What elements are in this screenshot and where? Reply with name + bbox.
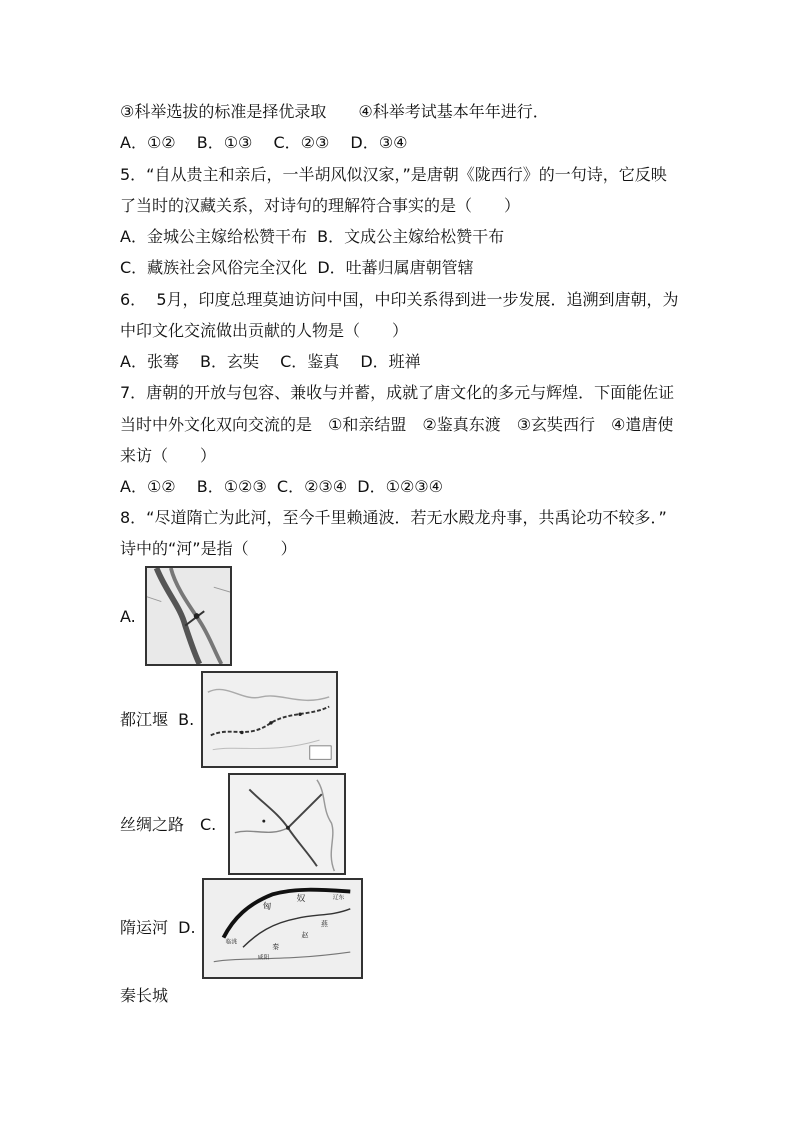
options-line: A．①② B．①②③ C．②③④ D．①②③④ xyxy=(120,477,443,496)
question-7: 7．唐朝的开放与包容、兼收与并蓄，成就了唐文化的多元与辉煌．下面能佐证 xyxy=(120,383,675,402)
option-c-label: 丝绸之路 C. xyxy=(120,815,217,834)
options-line: A．①② B．①③ C．②③ D．③④ xyxy=(120,133,408,152)
question-8: 8．“尽道隋亡为此河，至今千里赖通波．若无水殿龙舟事，共禹论功不较多．” xyxy=(120,508,667,527)
text-line: 当时中外文化双向交流的是 ①和亲结盟 ②鉴真东渡 ③玄奘西行 ④遣唐使 xyxy=(120,415,674,434)
options-line: C．藏族社会风俗完全汉化 D．吐蕃归属唐朝管辖 xyxy=(120,258,474,277)
options-line: A．张骞 B．玄奘 C．鉴真 D．班禅 xyxy=(120,352,421,371)
map-label: 咸阳 xyxy=(257,954,270,961)
option-b-label: 都江堰 B. xyxy=(120,710,195,729)
map-label: 临洮 xyxy=(225,939,238,946)
text-line: ③科举选拔的标准是择优录取 ④科举考试基本年年进行． xyxy=(120,102,549,121)
tail-label: 秦长城 xyxy=(120,986,169,1005)
map-label: 辽东 xyxy=(332,895,345,902)
text-line: 诗中的“河”是指（ ） xyxy=(120,539,297,558)
map-label: 奴 xyxy=(296,894,306,905)
map-label: 秦 xyxy=(272,943,280,952)
map-a-image xyxy=(145,566,232,666)
question-5: 5．“自从贵主和亲后，一半胡风似汉家，”是唐朝《陇西行》的一句诗，它反映 xyxy=(120,165,667,184)
map-label: 匈 xyxy=(262,901,272,912)
map-c-image xyxy=(228,773,346,875)
question-6: 6． 5月，印度总理莫迪访问中国，中印关系得到进一步发展．追溯到唐朝，为 xyxy=(120,290,679,309)
map-label: 燕 xyxy=(321,920,328,929)
text-line: 中印文化交流做出贡献的人物是（ ） xyxy=(120,321,409,340)
map-label: 赵 xyxy=(301,931,309,940)
map-d-image xyxy=(202,878,363,979)
option-a-label: A. xyxy=(120,607,136,626)
options-line: A．金城公主嫁给松赞干布 B．文成公主嫁给松赞干布 xyxy=(120,227,505,246)
option-d-label: 隋运河 D. xyxy=(120,918,196,937)
text-line: 了当时的汉藏关系，对诗句的理解符合事实的是（ ） xyxy=(120,196,521,215)
text-line: 来访（ ） xyxy=(120,446,217,465)
map-b-image xyxy=(201,671,338,768)
